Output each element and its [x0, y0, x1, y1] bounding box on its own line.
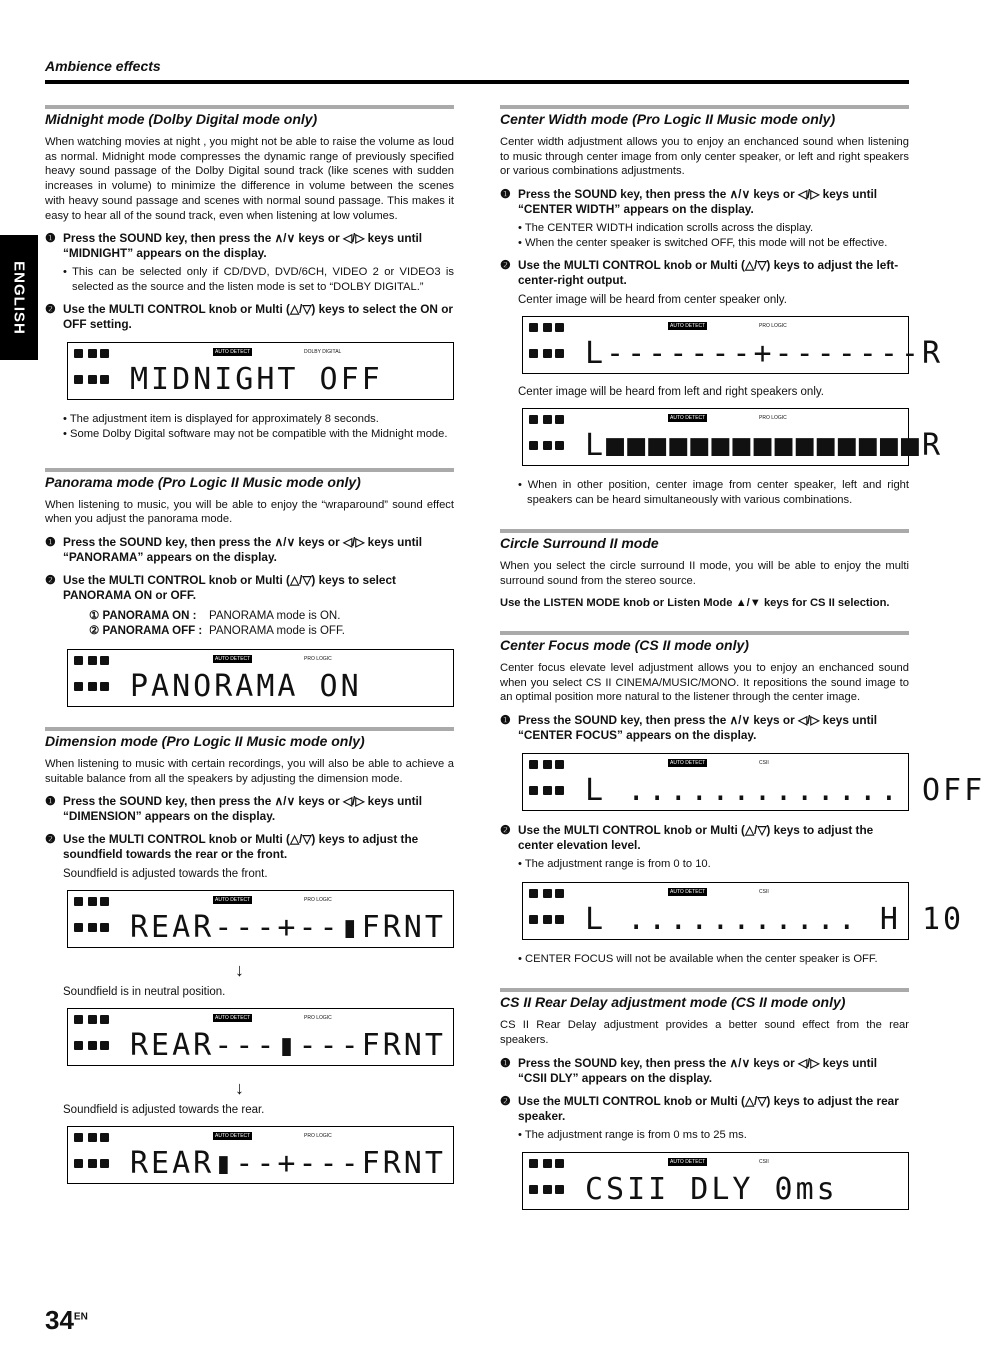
center-width-intro: Center width adjustment allows you to enjoy an enchanced sound when listening to music through center image from only center speaker, or left and right speakers or various combinations adjustments. [500, 136, 909, 178]
dimension-rear-note: Soundfield is adjusted towards the rear. [63, 1104, 265, 1117]
bullet: • CENTER FOCUS will not be available when the center speaker is OFF. [518, 952, 878, 965]
center-width-bullets [518, 221, 909, 250]
midnight-bullets [63, 412, 454, 441]
format-label: PRO LOGIC [304, 1015, 332, 1022]
speaker-indicator-icon [74, 656, 126, 700]
language-tab-label: ENGLISH [10, 260, 28, 335]
bullet: • The CENTER WIDTH indication scrolls across the display. [518, 222, 814, 235]
step-text: Press the SOUND key, then press the ∧/∨ keys or ◁/▷ keys until “CENTER FOCUS” appears on the display. [518, 713, 878, 742]
arrow-down-icon: ↓ [235, 1078, 244, 1099]
format-label: CSII [759, 888, 769, 895]
lcd-text: L ............. OFF [585, 773, 985, 808]
step-text: Press the SOUND key, then press the ∧/∨ keys or ◁/▷ keys until “PANORAMA” appears on the display. [63, 535, 423, 564]
midnight-step2 [45, 302, 454, 332]
speaker-indicator-icon [74, 897, 126, 941]
lcd-text: L■■■■■■■■■■■■■■■R [585, 428, 944, 464]
panorama-title: Panorama mode (Pro Logic II Music mode only) [45, 468, 454, 490]
center-focus-intro: Center focus elevate level adjustment allows you to enjoy an enchanced sound when you select CS II CINEMA/MUSIC/MONO. It repositions the sound image to an optimal position more natural to the listener through the center image. [500, 661, 909, 704]
dimension-neutral-display [67, 1008, 454, 1066]
center-width-display2 [522, 408, 944, 466]
dimension-step2 [45, 832, 454, 862]
center-focus-step1 [500, 713, 909, 743]
lcd-text: MIDNIGHT OFF [130, 362, 383, 398]
center-width-title: Center Width mode (Pro Logic II Music mode only) [500, 105, 909, 127]
rear-delay-step1 [500, 1056, 909, 1086]
midnight-intro: When watching movies at night , you might not be able to raise the volume as loud as normal. Midnight mode compresses the dynamic range of previously specified heavy sound passage of the Dolby Digital sound track (like scenes with sudden increases in volume) to minimize the difference in volume between the scenes with heavy sound passage and scenes with normal sound passage. This makes it easy to hear all of the sound track, even when listening at low volumes. [45, 136, 454, 222]
step-number-icon: ❶ [45, 794, 56, 809]
speaker-indicator-icon [529, 323, 581, 367]
circle-title: Circle Surround II mode [500, 529, 909, 551]
step-text: Press the SOUND key, then press the ∧/∨ keys or ◁/▷ keys until “CENTER WIDTH” appears on the display. [518, 187, 878, 217]
page-number-value: 34 [45, 1305, 74, 1335]
speaker-indicator-icon [529, 415, 581, 459]
dimension-title: Dimension mode (Pro Logic II Music mode only) [45, 727, 454, 749]
auto-detect-label: AUTO DETECT [670, 1159, 706, 1166]
step-text: Press the SOUND key, then press the ∧/∨ keys or ◁/▷ keys until “CSII DLY” appears on the display. [518, 1055, 878, 1085]
center-width-bullet-end [518, 478, 909, 507]
center-focus-step2-note [518, 857, 909, 872]
midnight-title: Midnight mode (Dolby Digital mode only) [45, 105, 454, 127]
step-text: Use the MULTI CONTROL knob or Multi (△/▽) keys to adjust the center elevation level. [518, 823, 874, 852]
auto-detect-label: AUTO DETECT [670, 323, 706, 330]
dimension-front-display [67, 890, 454, 948]
center-width-note1: Center image will be heard from center speaker only. [518, 294, 787, 307]
header-rule [45, 80, 909, 84]
speaker-indicator-icon [529, 889, 581, 933]
format-label: PRO LOGIC [759, 323, 787, 330]
speaker-indicator-icon [74, 349, 126, 393]
bullet: • When the center speaker is switched OFF, this mode will not be effective. [518, 236, 888, 249]
center-width-step2 [500, 258, 909, 288]
step-number-icon: ❶ [500, 187, 511, 202]
note-text: • The adjustment range is from 0 to 10. [518, 858, 711, 870]
step-text: Use the MULTI CONTROL knob or Multi (△/▽) keys to adjust the soundfield towards the rear or the front. [63, 832, 419, 862]
step-text: Use the MULTI CONTROL knob or Multi (△/▽) keys to select the ON or OFF setting. [63, 302, 453, 332]
lcd-text: REAR---+--▮FRNT [130, 910, 446, 946]
auto-detect-label: AUTO DETECT [670, 888, 706, 895]
lcd-text: PANORAMA ON [130, 669, 362, 704]
step-number-icon: ❷ [500, 258, 511, 273]
section-header: Ambience effects [45, 58, 161, 74]
choice-text: PANORAMA mode is ON. [209, 610, 341, 622]
step-text: Press the SOUND key, then press the ∧/∨ keys or ◁/▷ keys until “DIMENSION” appears on the display. [63, 794, 423, 824]
format-label: PRO LOGIC [759, 415, 787, 422]
step-text: Press the SOUND key, then press the ∧/∨ keys or ◁/▷ keys until “MIDNIGHT” appears on the display. [63, 231, 423, 261]
center-focus-bullet [518, 952, 909, 967]
panorama-step2 [45, 573, 454, 603]
center-focus-title: Center Focus mode (CS II mode only) [500, 631, 909, 653]
format-label: PRO LOGIC [304, 656, 332, 662]
auto-detect-label: AUTO DETECT [215, 1133, 251, 1140]
step-number-icon: ❷ [500, 1093, 511, 1108]
choice-label: ② PANORAMA OFF : [89, 625, 203, 637]
step-number-icon: ❷ [500, 823, 511, 837]
lcd-text: REAR---▮---FRNT [130, 1028, 446, 1064]
step-number-icon: ❷ [45, 573, 56, 587]
speaker-indicator-icon [74, 1133, 126, 1177]
rear-delay-title: CS II Rear Delay adjustment mode (CS II mode only) [500, 988, 909, 1010]
center-focus-display2 [522, 882, 965, 940]
auto-detect-label: AUTO DETECT [215, 349, 251, 356]
center-width-step1 [500, 187, 909, 217]
format-label: CSII [759, 1159, 769, 1166]
panorama-intro: When listening to music, you will be able to enjoy the “wraparound” sound effect when you adjust the panorama mode. [45, 498, 454, 526]
step-number-icon: ❶ [45, 535, 56, 549]
auto-detect-label: AUTO DETECT [215, 897, 251, 904]
bullet: • The adjustment item is displayed for approximately 8 seconds. [63, 413, 379, 426]
step-text: Use the MULTI CONTROL knob or Multi (△/▽) keys to adjust the left-center-right output. [518, 258, 899, 288]
speaker-indicator-icon [529, 760, 581, 804]
bullet: • When in other position, center image from center speaker, left and right speakers can be heard simultaneously with various combinations. [518, 479, 909, 506]
dimension-rear-display [67, 1126, 454, 1184]
lcd-text: CSII DLY 0ms [585, 1172, 838, 1208]
language-tab [0, 235, 38, 360]
format-label: DOLBY DIGITAL [304, 349, 342, 356]
rear-delay-intro: CS II Rear Delay adjustment provides a better sound effect from the rear speakers. [500, 1019, 909, 1046]
auto-detect-label: AUTO DETECT [215, 1015, 251, 1022]
circle-intro: When you select the circle surround II mode, you will be able to enjoy the multi surround sound from the stereo source. [500, 560, 909, 588]
dimension-step1 [45, 794, 454, 824]
page-number [45, 1305, 88, 1336]
auto-detect-label: AUTO DETECT [670, 415, 706, 422]
midnight-display [67, 342, 454, 400]
right-column [500, 105, 985, 1222]
speaker-indicator-icon [529, 1159, 581, 1203]
page-number-suffix: EN [73, 1311, 88, 1323]
choice-label: ① PANORAMA ON : [89, 610, 197, 622]
center-focus-display1 [522, 753, 985, 811]
bullet: • Some Dolby Digital software may not be compatible with the Midnight mode. [63, 428, 448, 440]
format-label: PRO LOGIC [304, 897, 332, 904]
step-number-icon: ❶ [45, 231, 56, 246]
choice-text: PANORAMA mode is OFF. [209, 625, 345, 637]
auto-detect-label: AUTO DETECT [670, 760, 706, 766]
step-text: Use the MULTI CONTROL knob or Multi (△/▽) keys to adjust the rear speaker. [518, 1093, 899, 1123]
dimension-neutral-note: Soundfield is in neutral position. [63, 986, 226, 999]
center-width-note2: Center image will be heard from left and right speakers only. [518, 386, 824, 399]
midnight-step1-note [63, 265, 454, 294]
left-column [45, 105, 454, 1196]
dimension-front-note: Soundfield is adjusted towards the front. [63, 868, 268, 881]
panorama-display [67, 649, 454, 707]
rear-delay-step2 [500, 1094, 909, 1124]
auto-detect-label: AUTO DETECT [215, 656, 251, 662]
step-number-icon: ❶ [500, 713, 511, 727]
center-width-display1 [522, 316, 944, 374]
dimension-intro: When listening to music with certain recordings, you will also be able to achieve a suitable balance from all the speakers by adjusting the dimension mode. [45, 758, 454, 785]
panorama-step1 [45, 535, 454, 565]
format-label: PRO LOGIC [304, 1133, 332, 1140]
rear-delay-display [522, 1152, 909, 1210]
arrow-down-icon: ↓ [235, 960, 244, 981]
note-text: • This can be selected only if CD/DVD, DVD/6CH, VIDEO 2 or VIDEO3 is selected as the source and the listen mode is set to “DOLBY DIGITAL.” [63, 266, 454, 293]
lcd-text: REAR▮--+---FRNT [130, 1146, 446, 1182]
center-focus-step2 [500, 823, 909, 853]
step-number-icon: ❶ [500, 1055, 511, 1070]
step-number-icon: ❷ [45, 302, 56, 317]
circle-instruction: Use the LISTEN MODE knob or Listen Mode ▲/▼ keys for CS II selection. [500, 596, 890, 609]
format-label: CSII [759, 760, 769, 766]
step-text: Use the MULTI CONTROL knob or Multi (△/▽) keys to select PANORAMA ON or OFF. [63, 573, 396, 602]
speaker-indicator-icon [74, 1015, 126, 1059]
panorama-choices [89, 609, 454, 639]
rear-delay-step2-note [518, 1128, 909, 1143]
midnight-step1 [45, 231, 454, 261]
lcd-text: L-------+-------R [585, 336, 944, 372]
note-text: • The adjustment range is from 0 ms to 25 ms. [518, 1128, 747, 1141]
step-number-icon: ❷ [45, 832, 56, 847]
lcd-text: L ........... H 10 [585, 901, 965, 937]
